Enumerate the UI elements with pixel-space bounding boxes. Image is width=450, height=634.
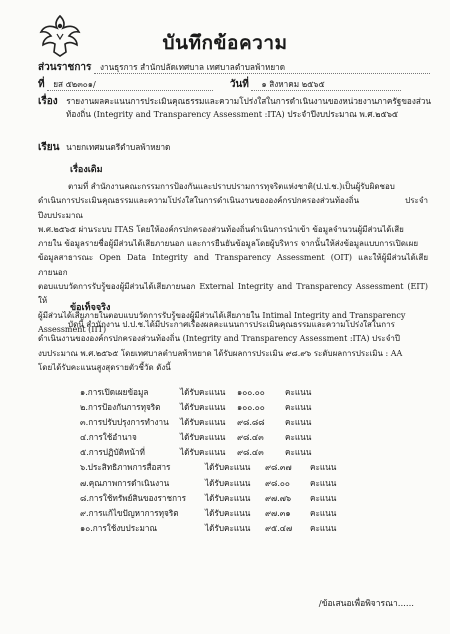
background-heading: เรื่องเดิม (70, 165, 103, 175)
memo-title: บันทึกข้อความ (162, 32, 288, 54)
date-value: ๑ สิงหาคม ๒๕๖๕ (251, 79, 401, 91)
score-unit: คะแนน (285, 387, 312, 397)
score-label: ได้รับคะแนน (205, 477, 251, 488)
score-label: ได้รับคะแนน (205, 522, 251, 533)
background-line: ภายใน ข้อมูลรายชื่อผู้มีส่วนได้เสียภายนอก และการยืนยันข้อมูลโดยผู้บริหาร จากนั้นให้ส่งข้อมูลแบบการเปิดเผย (38, 239, 419, 249)
score-value: ๑๐๐.๐๐ (237, 387, 265, 397)
subject-line-2: ท้องถิ่น (Integrity and Transparency Assessment :ITA) ประจำปีงบประมาณ พ.ศ.๒๕๖๕ (66, 109, 399, 119)
facts-line: งบประมาณ พ.ศ.๒๕๖๕ โดยเทศบาลตำบลพ้าหยาด ได้รับผลการประเมิน ๙๘.๙๖ ระดับผลการประเมิน : AA (38, 348, 403, 358)
ref-value: ยส ๕๒๓๐๑/ (47, 79, 213, 91)
background-line: ผู้มีส่วนได้เสียภายในตอบแบบวัดการรับรู้ของผู้มีส่วนได้เสียภายใน Intimal Integrity and Transparency (38, 310, 406, 320)
score-value: ๑๐๐.๐๐ (237, 402, 265, 413)
agency-value: งานธุรการ สำนักปลัดเทศบาล เทศบาลตำบลพ้าหยาด (94, 62, 430, 74)
score-unit: คะแนน (285, 432, 312, 443)
to-label: เรียน (38, 142, 60, 153)
background-line: Assessment (IIT) (38, 324, 107, 334)
score-value: ๙๘.๔๓ (237, 447, 264, 458)
subject-row-2 (66, 109, 428, 120)
background-line: ข้อมูลสาธารณะ Open Data Integrity and Transparency Assessment (OIT) และให้ผู้มีส่วนได้เสียภายนอก (38, 253, 428, 277)
score-value: ๙๘.๔๓ (237, 432, 264, 443)
agency-label: ส่วนราชการ (38, 62, 92, 73)
score-name: ๕.การปฏิบัติหน้าที่ (80, 447, 145, 458)
to-row (38, 142, 428, 153)
score-name: ๑.การเปิดเผยข้อมูล (80, 387, 149, 397)
score-name: ๑๐.การใช้งบประมาณ (80, 522, 158, 533)
score-label: ได้รับคะแนน (180, 417, 226, 428)
score-value: ๙๕.๔๗ (265, 522, 293, 533)
score-value: ๙๗.๓๑ (265, 507, 291, 518)
score-name: ๙.การแก้ไขปัญหาการทุจริต (80, 507, 179, 518)
score-unit: คะแนน (310, 492, 337, 503)
to-value: นายกเทศมนตรีตำบลพ้าหยาด (66, 142, 171, 152)
score-label: ได้รับคะแนน (180, 447, 226, 458)
score-unit: คะแนน (310, 477, 337, 488)
date-label: วันที่ (229, 79, 249, 90)
subject-line-1: รายงานผลคะแนนการประเมินคุณธรรมและความโปร่งใสในการดำเนินงานของหน่วยงานภาครัฐของส่วน (66, 96, 432, 106)
score-unit: คะแนน (285, 417, 312, 428)
subject-label: เรื่อง (38, 96, 58, 107)
score-name: ๖.ประสิทธิภาพการสื่อสาร (80, 462, 171, 473)
facts-line: โดยได้รับคะแนนสูงสุดรายตัวชี้วัด ดังนี้ (38, 362, 171, 372)
score-label: ได้รับคะแนน (180, 387, 226, 397)
subject-row (38, 96, 432, 107)
score-label: ได้รับคะแนน (180, 432, 226, 443)
score-label: ได้รับคะแนน (180, 402, 226, 413)
agency-row (38, 62, 428, 74)
score-value: ๙๘.๘๘ (237, 417, 265, 428)
score-name: ๔.การใช้อำนาจ (80, 432, 137, 443)
score-value: ๙๗.๗๖ (265, 492, 292, 503)
score-unit: คะแนน (285, 447, 312, 458)
ref-date-row (38, 79, 428, 91)
score-unit: คะแนน (285, 402, 312, 413)
facts-line: ดำเนินงานขององค์กรปกครองส่วนท้องถิ่น (Integrity and Transparency Assessment :ITA) ประจำปี (38, 334, 400, 344)
background-line: ตอบแบบวัดการรับรู้ของผู้มีส่วนได้เสียภายนอก External Integrity and Transparency Assessment (EIT) ให้ (38, 282, 428, 306)
facts-line: บัดนี้ สำนักงาน ป.ป.ช.ได้มีประกาศเรื่องผลคะแนนการประเมินคุณธรรมและความโปร่งใสในการ (68, 320, 395, 329)
score-unit: คะแนน (310, 462, 337, 473)
background-line: พ.ศ.๒๕๖๕ ผ่านระบบ ITAS โดยให้องค์กรปกครองส่วนท้องถิ่นดำเนินการนำเข้า ข้อมูลจำนวนผู้มีส่วนได้เสีย (38, 224, 404, 234)
score-label: ได้รับคะแนน (205, 507, 251, 518)
continue-note: /ข้อเสนอเพื่อพิจารณา...... (318, 599, 414, 609)
background-line: ดำเนินการประเมินคุณธรรมและความโปร่งใสในการดำเนินงานขององค์กรปกครองส่วนท้องถิ่น ประจำปีงบประมาณ (38, 196, 428, 220)
score-label: ได้รับคะแนน (205, 492, 251, 503)
score-name: ๗.คุณภาพการดำเนินงาน (80, 477, 170, 488)
score-unit: คะแนน (310, 522, 337, 533)
score-name: ๒.การป้องกันการทุจริต (80, 402, 161, 413)
background-line: ตามที่ สำนักงานคณะกรรมการป้องกันและปราบปรามการทุจริตแห่งชาติ(ป.ป.ช.)เป็นผู้รับผิดชอบ (68, 182, 395, 191)
score-value: ๙๘.๓๗ (265, 462, 292, 473)
score-value: ๙๘.๐๐ (265, 477, 290, 488)
score-name: ๓.การปรับปรุงการทำงาน (80, 417, 169, 428)
score-name: ๘.การใช้ทรัพย์สินของราชการ (80, 492, 187, 503)
ref-label: ที่ (38, 79, 45, 90)
facts-paragraph (38, 318, 428, 375)
score-label: ได้รับคะแนน (205, 462, 251, 473)
score-unit: คะแนน (310, 507, 337, 518)
facts-heading: ข้อเท็จจริง (70, 303, 111, 313)
